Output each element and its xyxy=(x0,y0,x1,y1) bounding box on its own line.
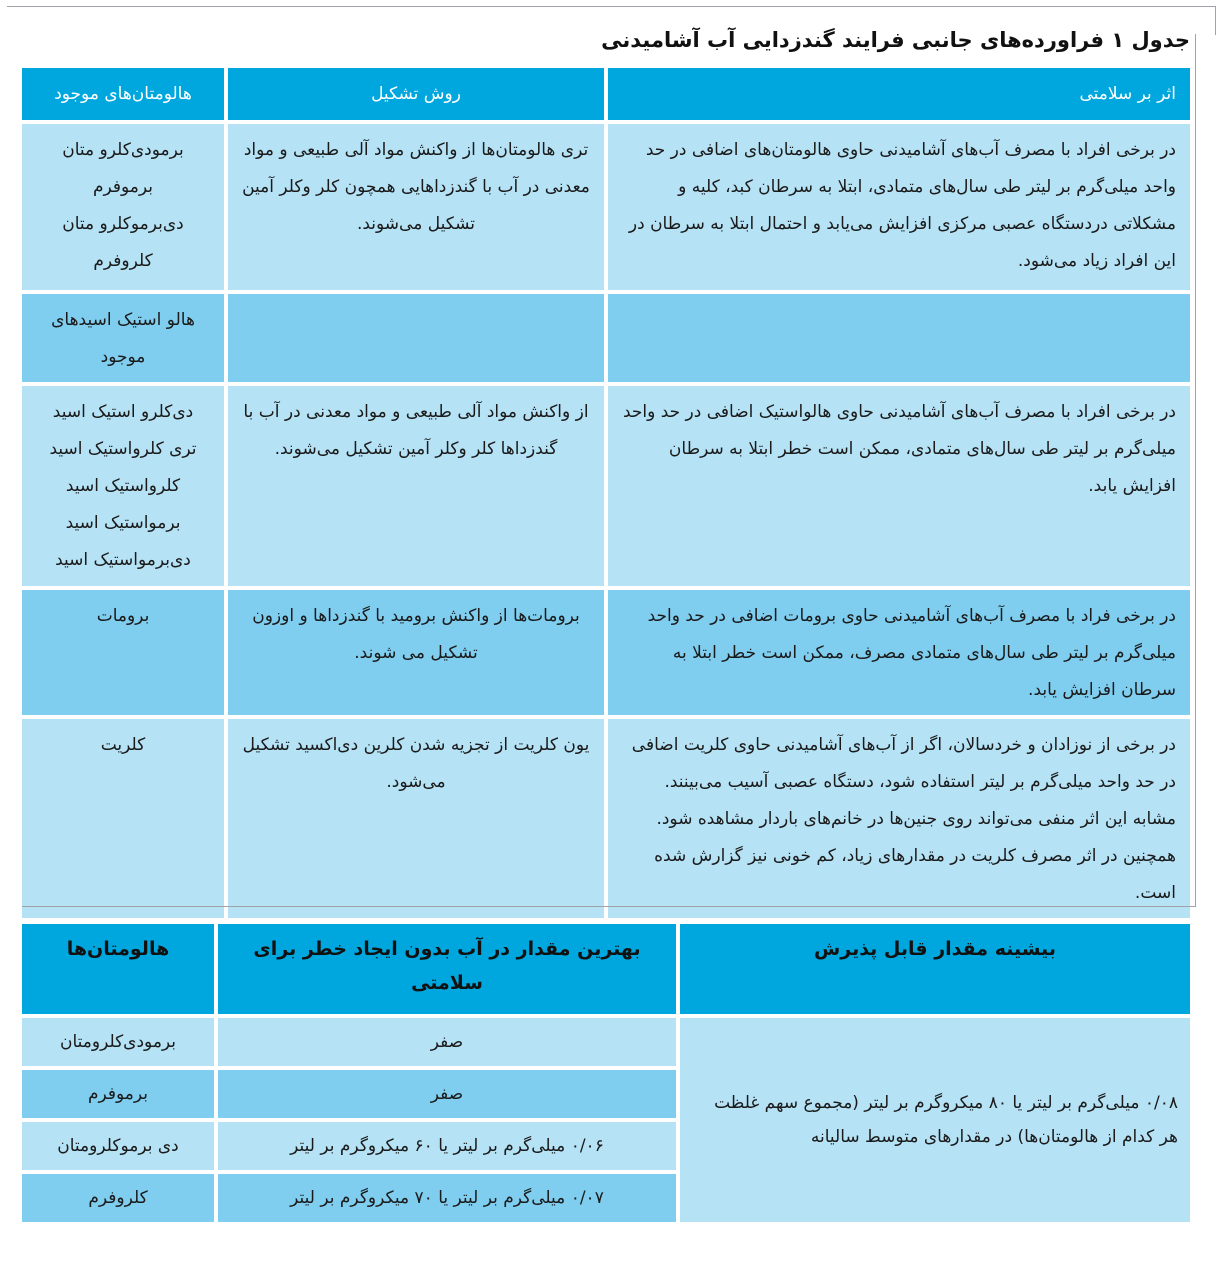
byproducts-table xyxy=(18,64,1194,922)
limits-table xyxy=(18,920,1194,1226)
compounds-cell xyxy=(22,719,224,918)
max-acceptable-value: ۰/۰۸ میلی‌گرم بر لیتر یا ۸۰ میکروگرم بر لیتر (مجموع سهم غلظت هر کدام از هالومتان‌ها) در مقدارهای متوسط سالیانه xyxy=(680,1018,1190,1222)
header-best-value: بهترین مقدار در آب بدون ایجاد خطر برای سلامتی xyxy=(218,924,676,1014)
health-effect-cell: در برخی افراد با مصرف آب‌های آشامیدنی حاوی هالومتان‌های اضافی در حد واحد میلی‌گرم بر لیتر طی سال‌های متمادی، ابتلا به سرطان کبد، کلیه و مشکلاتی دردستگاه عصبی مرکزی افزایش می‌یابد و احتمال ابتلا به سرطان در این افراد زیاد می‌شود. xyxy=(608,124,1190,290)
halomethane-name-cell: کلروفرم xyxy=(22,1174,214,1222)
compound-item: برمواستیک اسید xyxy=(65,513,181,533)
table-title: جدول ۱ فراورده‌های جانبی فرایند گندزدایی آب آشامیدنی xyxy=(601,28,1190,52)
health-effect-cell: در برخی افراد با مصرف آب‌های آشامیدنی حاوی هالواستیک اضافی در حد واحد میلی‌گرم بر لیتر طی سال‌های متمادی، ممکن است خطر ابتلا به سرطان افزایش یابد. xyxy=(608,386,1190,586)
compound-item: برومات xyxy=(96,606,150,626)
compound-item: دی‌کلرو استیک اسید xyxy=(52,402,194,422)
best-value-cell: ۰/۰۶ میلی‌گرم بر لیتر یا ۶۰ میکروگرم بر لیتر xyxy=(218,1122,676,1170)
best-value-cell: صفر xyxy=(218,1018,676,1066)
table-row xyxy=(22,294,1190,382)
limits-row xyxy=(22,1018,1190,1066)
compound-item: دی‌برموکلرو متان xyxy=(62,214,184,234)
table-row xyxy=(22,386,1190,586)
halomethane-name-cell: دی برموکلرومتان xyxy=(22,1122,214,1170)
table-row xyxy=(22,719,1190,918)
compounds-cell xyxy=(22,590,224,715)
compound-item: برمودی‌کلرو متان xyxy=(62,140,184,160)
health-effect-cell: در برخی از نوزادان و خردسالان، اگر از آب‌های آشامیدنی حاوی کلریت اضافی در حد واحد میلی‌گرم بر لیتر استفاده شود، دستگاه عصبی آسیب می‌بینند. مشابه این اثر منفی می‌تواند روی جنین‌ها در خانم‌های باردار مشاهده شود. همچنین در اثر مصرف کلریت در مقدارهای زیاد، کم خونی نیز گزارش شده است. xyxy=(608,719,1190,918)
compound-group-title: هالو استیک اسیدهای موجود xyxy=(51,310,195,367)
compound-item: دی‌برمواستیک اسید xyxy=(55,550,191,570)
formation-cell xyxy=(228,294,604,382)
health-effect-cell xyxy=(608,294,1190,382)
best-value-cell: ۰/۰۷ میلی‌گرم بر لیتر یا ۷۰ میکروگرم بر لیتر xyxy=(218,1174,676,1222)
formation-cell: یون کلریت از تجزیه شدن کلرین دی‌اکسید تشکیل می‌شود. xyxy=(228,719,604,918)
halomethane-name-cell: برموفرم xyxy=(22,1070,214,1118)
table-header-row xyxy=(22,68,1190,120)
compound-item: تری‌ کلرواستیک اسید xyxy=(49,439,197,459)
compounds-cell xyxy=(22,124,224,290)
header-halomethanes: هالومتان‌ها xyxy=(22,924,214,1014)
table-row xyxy=(22,590,1190,715)
halomethane-name-cell: برمودی‌کلرومتان xyxy=(22,1018,214,1066)
compounds-subheader-cell xyxy=(22,294,224,382)
section-divider xyxy=(22,906,1196,907)
formation-cell: برومات‌ها از واکنش برومید با گندزداها و اوزون تشکیل می شوند. xyxy=(228,590,604,715)
header-formation-method: روش تشکیل xyxy=(228,68,604,120)
best-value-cell: صفر xyxy=(218,1070,676,1118)
compounds-cell xyxy=(22,386,224,586)
formation-cell: از واکنش مواد آلی طبیعی و مواد معدنی در آب با گندزداها کلر وکلر آمین تشکیل می‌شوند. xyxy=(228,386,604,586)
compound-item: برموفرم xyxy=(92,177,154,197)
limits-header-row xyxy=(22,924,1190,1014)
compound-item: کلرواستیک اسید xyxy=(65,476,181,496)
header-max-acceptable: بیشینه مقدار قابل پذیرش xyxy=(680,924,1190,1014)
formation-cell: تری هالومتان‌ها از واکنش مواد آلی طبیعی و مواد معدنی در آب با گندزداهایی همچون کلر وکلر آمین تشکیل می‌شوند. xyxy=(228,124,604,290)
compound-item: کلروفرم xyxy=(93,251,153,271)
health-effect-cell: در برخی فراد با مصرف آب‌های آشامیدنی حاوی برومات اضافی در حد واحد میلی‌گرم بر لیتر طی سال‌های متمادی مصرف، ممکن است خطر ابتلا به سرطان افزایش یابد. xyxy=(608,590,1190,715)
header-health-effect: اثر بر سلامتی xyxy=(608,68,1190,120)
compound-item: کلریت xyxy=(100,735,146,755)
header-compounds: هالومتان‌های موجود xyxy=(22,68,224,120)
table-row xyxy=(22,124,1190,290)
page-frame-right xyxy=(1195,34,1196,906)
